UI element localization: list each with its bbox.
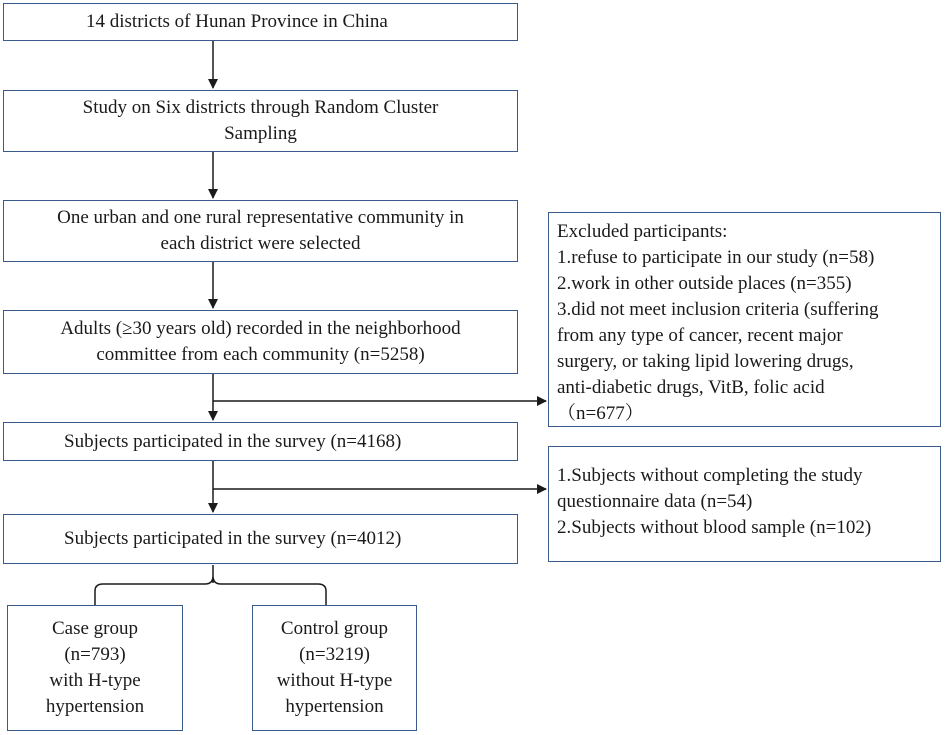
split-bracket <box>95 565 326 605</box>
case-group-title: Case group <box>51 618 138 639</box>
case-group-desc2: hypertension <box>45 696 145 717</box>
box-random-sampling <box>3 90 518 152</box>
box-excluded-participants <box>548 212 941 427</box>
box-communities-line2: each district were selected <box>160 233 361 254</box>
excluded-data-item: 2.Subjects without blood sample (n=102) <box>557 517 872 538</box>
box-adults-line1: Adults (≥30 years old) recorded in the neighborhood <box>60 318 461 339</box>
excluded-data-item: 1.Subjects without completing the study <box>557 465 863 486</box>
box-survey-4012 <box>3 514 518 564</box>
control-group-desc1: without H-type <box>276 670 393 691</box>
excluded-item: anti-diabetic drugs, VitB, folic acid <box>557 377 825 398</box>
control-group-count: (n=3219) <box>299 644 370 665</box>
box-survey-4012-text: Subjects participated in the survey (n=4012) <box>64 528 402 549</box>
box-districts-text: 14 districts of Hunan Province in China <box>86 11 388 32</box>
control-group-title: Control group <box>280 618 389 639</box>
box-case-group <box>7 605 183 731</box>
box-control-group <box>252 605 417 731</box>
box-adults <box>3 310 518 374</box>
excluded-data-item: questionnaire data (n=54) <box>557 491 753 512</box>
box-districts <box>3 3 518 41</box>
box-random-sampling-line2: Sampling <box>224 123 297 144</box>
box-survey-4168 <box>3 422 518 461</box>
box-communities-line1: One urban and one rural representative community in <box>57 207 464 228</box>
box-random-sampling-line1: Study on Six districts through Random Cluster <box>82 97 439 118</box>
excluded-item: 3.did not meet inclusion criteria (suffering <box>557 299 879 320</box>
excluded-item: from any type of cancer, recent major <box>557 325 843 346</box>
excluded-item: surgery, or taking lipid lowering drugs, <box>557 351 854 372</box>
excluded-item: 1.refuse to participate in our study (n=58) <box>557 247 875 268</box>
box-survey-4168-text: Subjects participated in the survey (n=4168) <box>64 430 402 452</box>
box-excluded-data <box>548 446 941 562</box>
excluded-item: （n=677） <box>557 403 644 424</box>
excluded-item: 2.work in other outside places (n=355) <box>557 273 852 294</box>
control-group-desc2: hypertension <box>285 696 384 717</box>
box-adults-line2: committee from each community (n=5258) <box>96 344 425 365</box>
case-group-desc1: with H-type <box>49 670 141 691</box>
excluded-heading: Excluded participants: <box>557 221 728 242</box>
box-communities <box>3 200 518 262</box>
case-group-count: (n=793) <box>64 644 126 665</box>
